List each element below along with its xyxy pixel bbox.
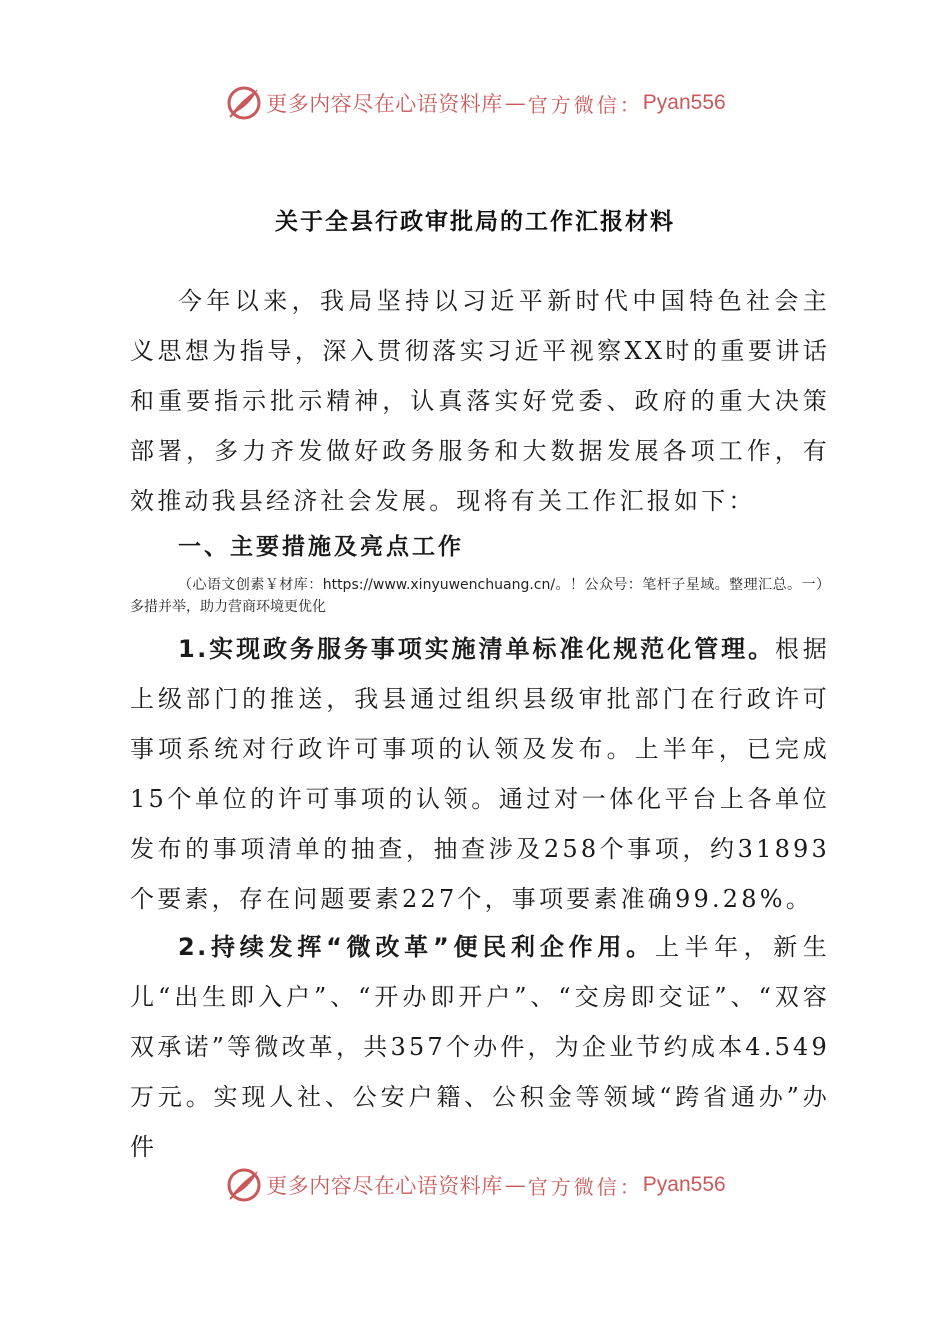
footer-banner <box>0 1162 950 1208</box>
header-banner <box>0 80 950 126</box>
quill-logo-icon <box>224 1165 264 1205</box>
item-heading: 2.持续发挥“微改革”便民利企作用。 <box>178 933 655 961</box>
banner-wechat-id: Pyan556 <box>642 91 726 114</box>
item-text: 根据上级部门的推送，我县通过组织县级审批部门在行政许可事项系统对行政许可事项的认领及发布。上半年，已完成15个单位的许可事项的认领。通过对一体化平台上各单位发布的事项清单的抽查，抽查涉及258个事项，约31893个要素，存在问题要素227个，事项要素准确99.28%。 <box>130 635 830 913</box>
intro-paragraph: 今年以来，我局坚持以习近平新时代中国特色社会主义思想为指导，深入贯彻落实习近平视察XX时的重要讲话和重要指示批示精神，认真落实好党委、政府的重大决策部署，多力齐发做好政务服务和大数据发展各项工作，有效推动我县经济社会发展。现将有关工作汇报如下： <box>130 287 830 515</box>
banner-separator: — <box>504 91 526 115</box>
item-heading: 1.实现政务服务事项实施清单标准化规范化管理。 <box>178 635 776 663</box>
quill-logo-icon <box>224 83 264 123</box>
banner-brand: 更多内容尽在心语资料库 <box>266 92 503 116</box>
document-title: 关于全县行政审批局的工作汇报材料 <box>275 209 675 235</box>
banner-wechat-label: 官方微信： <box>527 1174 643 1199</box>
intro-block <box>130 276 830 526</box>
item-paragraph <box>130 922 830 1172</box>
banner-brand: 更多内容尽在心语资料库 <box>266 1174 503 1198</box>
item-1-block <box>130 624 830 924</box>
section-heading: 一、主要措施及亮点工作 <box>178 534 464 560</box>
banner-separator: — <box>504 1173 526 1197</box>
source-note: （心语文创素￥材库：https://www.xinyuwenchuang.cn/。！公众号：笔杆子星域。整理汇总。一）多措并举，助力营商环境更优化 <box>130 577 830 615</box>
item-text: 上半年，新生儿“出生即入户”、“开办即开户”、“交房即交证”、“双容双承诺”等微改革，共357个办件，为企业节约成本4.549万元。实现人社、公安户籍、公积金等领域“跨省通办”办件 <box>130 933 831 1161</box>
item-2-block <box>130 922 830 1172</box>
banner-wechat-label: 官方微信： <box>527 92 643 117</box>
item-paragraph <box>130 624 830 924</box>
banner-wechat-id: Pyan556 <box>642 1173 726 1196</box>
